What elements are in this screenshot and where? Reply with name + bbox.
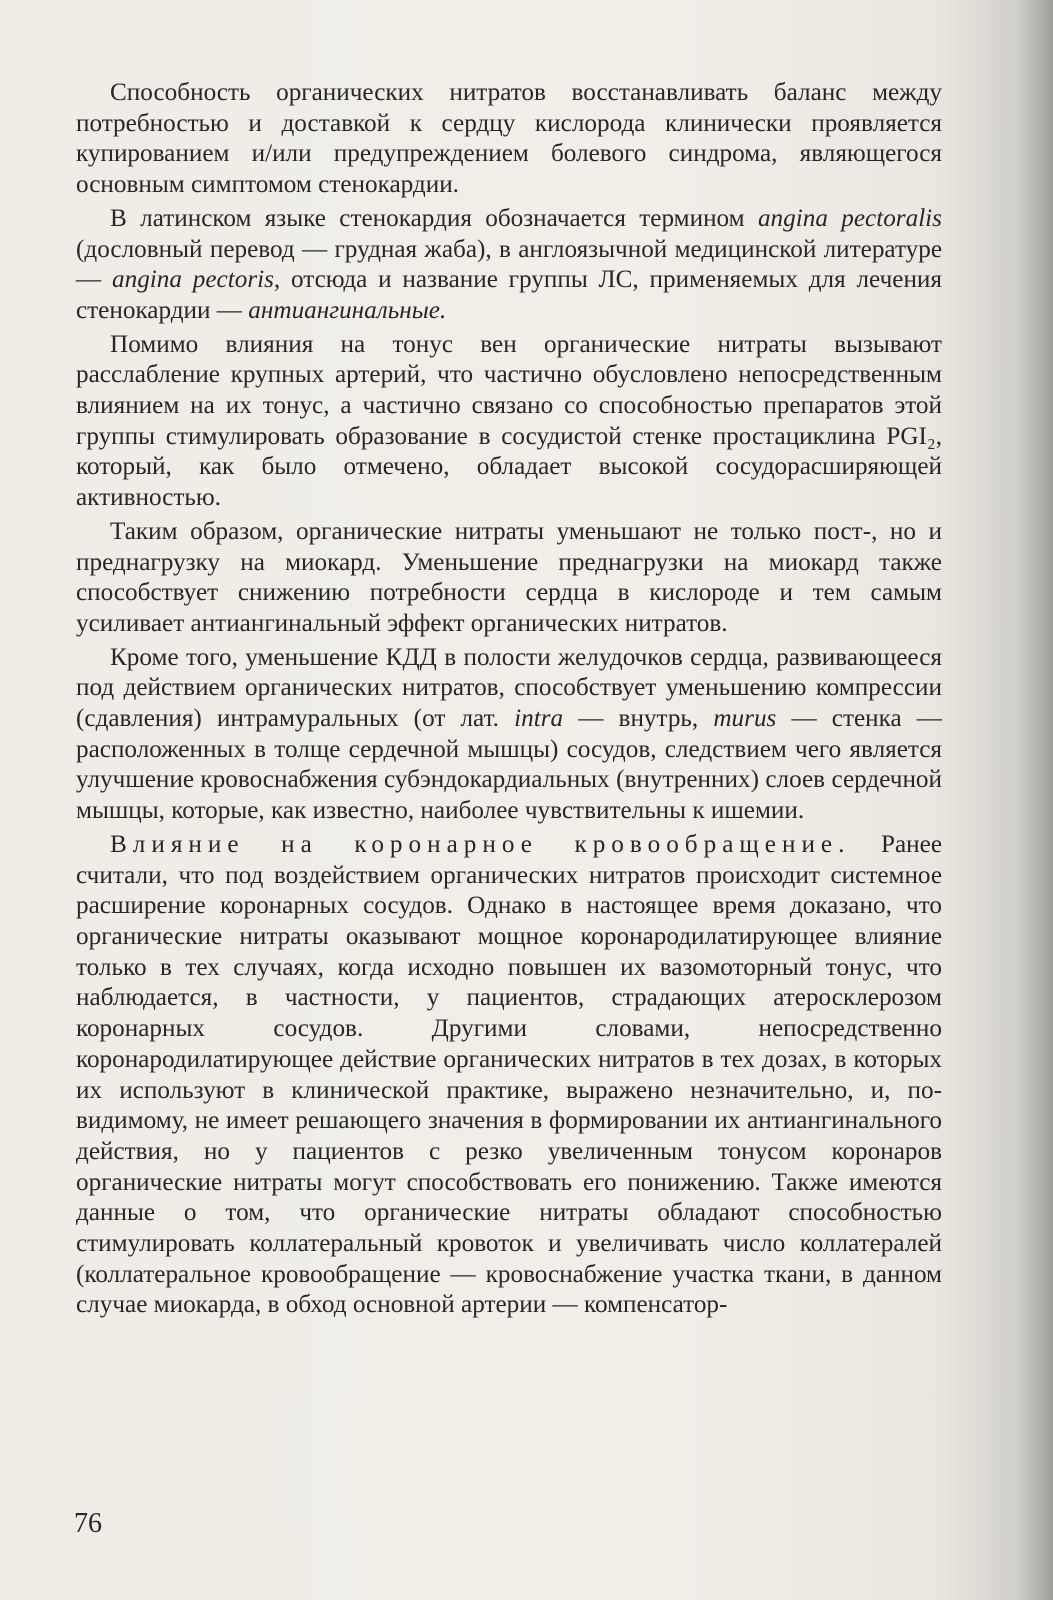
paragraph — [76, 204, 942, 327]
page-number: 76 — [74, 1508, 102, 1539]
text-run: Таким образом, органические нитраты уменьшают не только пост-, но и преднагрузку на миокард. Уменьшение преднагрузки на миокард также способствует снижению потребности сердца в кислороде и тем самым усиливает антиангинальный эффект органических нитратов. — [76, 517, 942, 637]
italic-term: антиангинальные. — [248, 296, 447, 324]
body-text — [76, 78, 942, 1321]
text-run: , отсюда и название группы ЛС, применяемых для лечения стенокардии — — [76, 266, 942, 324]
text-run: — стенка — расположенных в толще сердечной мышцы) сосудов, следствием чего является улучшение кровоснабжения субэндокардиальных (внутренних) слоев сердечной мышцы, которые, как известно, наиболее чувствительны к ишемии. — [76, 705, 942, 825]
italic-term: angina pectoris — [112, 266, 274, 294]
italic-term: intra — [514, 705, 564, 733]
text-run: — внутрь, — [563, 705, 714, 733]
text-run: Способность органических нитратов восстанавливать баланс между потребностью и доставкой к сердцу кислорода клинически проявляется купированием и/или предупреждением болевого синдрома, являющегося основным симптомом стенокардии. — [76, 79, 942, 199]
paragraph — [76, 330, 942, 514]
paragraph — [76, 78, 942, 201]
paragraph — [76, 517, 942, 640]
section-heading: Влияние на коронарное кровообращение. — [110, 830, 851, 858]
paragraph — [76, 643, 942, 827]
text-run: (дословный перевод — грудная жаба), в англоязычной медицинской литературе — — [76, 235, 942, 294]
italic-term: angina pectoralis — [757, 204, 942, 232]
text-run: Помимо влияния на тонус вен органические нитраты вызывают расслабление крупных артерий, что частично обусловлено непосредственным влиянием на их тонус, а частично связано со способностью препаратов этой группы стимулировать образование в сосудистой стенке простациклина PGI₂, который, как было отмечено, обладает высокой сосудорасширяющей активностью. — [76, 330, 942, 512]
text-run: Кроме того, уменьшение КДД в полости желудочков сердца, развивающееся под действием органических нитратов, способствует уменьшению компрессии (сдавления) интрамуральных (от лат. — [76, 643, 942, 733]
italic-term: murus — [713, 705, 777, 733]
paragraph — [76, 830, 942, 1321]
text-run: В латинском языке стенокардия обозначается термином — [110, 204, 758, 232]
book-spine-shadow — [983, 0, 1053, 1600]
text-run: Ранее считали, что под воздействием органических нитратов происходит системное расширение коронарных сосудов. Однако в настоящее время доказано, что органические нитраты оказывают мощное коронародилатирующее влияние только в тех случаях, когда исходно повышен их вазомоторный тонус, что наблюдается, в частности, у пациентов, страдающих атеросклерозом коронарных сосудов. Другими словами, непосредственно коронародилатирующее действие органических нитратов в тех дозах, в которых их используют в клинической практике, выражено незначительно, и, по-видимому, не имеет решающего значения в формировании их антиангинального действия, но у пациентов с резко увеличенным тонусом коронаров органические нитраты могут способствовать его понижению. Также имеются данные о том, что органические нитраты обладают способностью стимулировать коллатеральный кровоток и увеличивать число коллатералей (коллатеральное кровообращение — кровоснабжение участка ткани, в данном случае миокарда, в обход основной артерии — компенсатор- — [76, 830, 942, 1319]
